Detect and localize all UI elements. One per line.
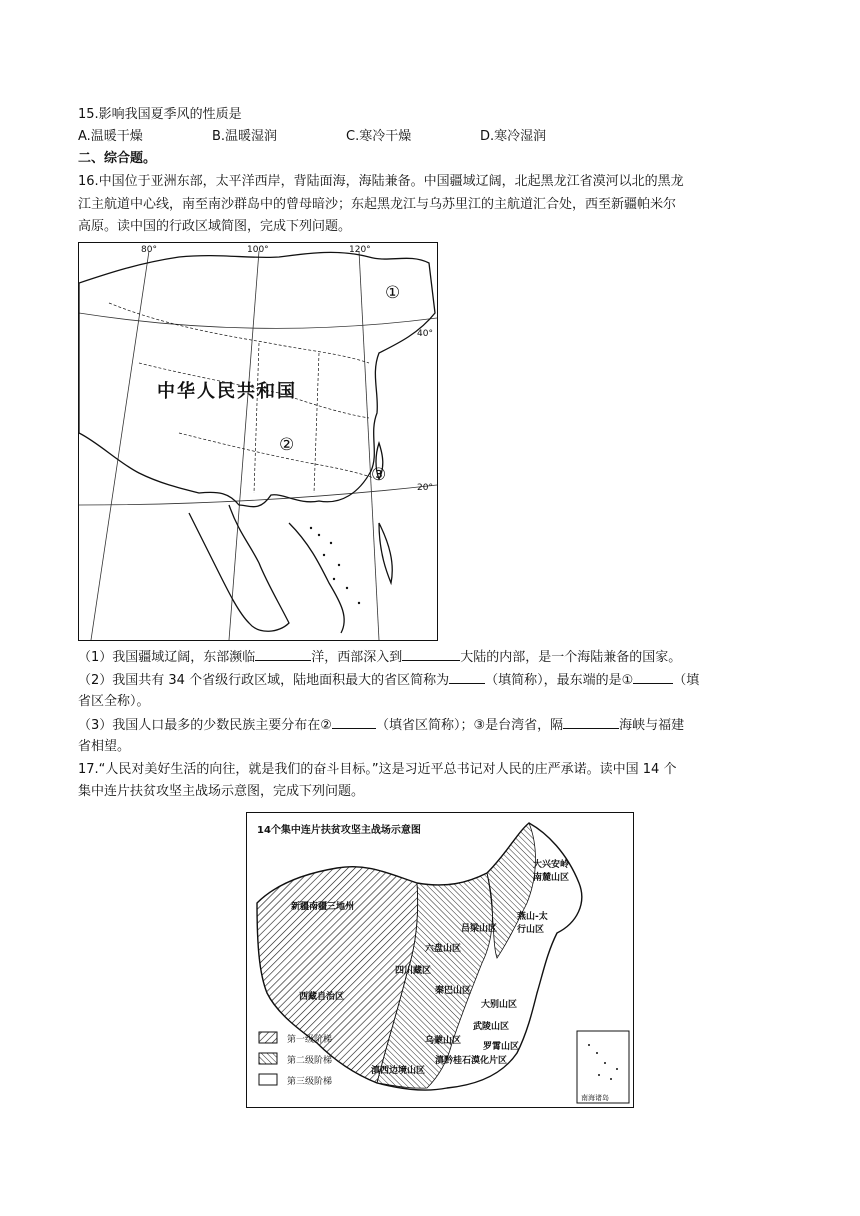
region-nanjiang: 新疆南疆三地州 <box>291 902 355 912</box>
q16-sub3-text-a: （3）我国人口最多的少数民族主要分布在② <box>78 718 332 733</box>
q17-stem-line1: 17.“人民对美好生活的向往，就是我们的奋斗目标。”这是习近平总书记对人民的庄严承诺。读中国 14 个 <box>78 762 677 777</box>
region-wumeng: 乌蒙山区 <box>425 1036 462 1046</box>
q16-sub1 <box>78 646 681 669</box>
q16-sub2-text-c: （填 <box>673 673 700 688</box>
coastline <box>79 252 435 633</box>
lon-label-120: 120° <box>349 245 371 255</box>
q16-sub3-text-b: （填省区简称）；③是台湾省，隔 <box>375 718 564 733</box>
legend-swatch-1 <box>259 1032 277 1043</box>
q15-option-b: B.温暖湿润 <box>212 129 278 144</box>
q16-sub3 <box>78 714 684 737</box>
region-yanshan-taihang: 燕山-太行山区 <box>517 912 548 935</box>
region-xizang: 西藏自治区 <box>299 992 345 1002</box>
q15-options <box>78 126 546 148</box>
q16-stem-line1: 16.中国位于亚洲东部，太平洋西岸，背陆面海，海陆兼备。中国疆域辽阔，北起黑龙江省漠河以北的黑龙 <box>78 174 684 189</box>
region-sichuan-zang: 四川藏区 <box>395 966 432 976</box>
marker-2: ② <box>279 435 295 455</box>
region-daxinganling: 大兴安岭南麓山区 <box>533 860 570 883</box>
q16-sub3-text-c: 海峡与福建 <box>619 718 685 733</box>
q16-stem-line3: 高原。读中国的行政区域简图，完成下列问题。 <box>78 219 352 234</box>
q16-sub1-blank-continent[interactable] <box>402 646 460 661</box>
lat-label-40: 40° <box>417 329 433 339</box>
inset-label: 南海诸岛 <box>581 1094 609 1102</box>
q16-sub3-cont: 省相望。 <box>78 739 131 754</box>
legend-item-3: 第三级阶梯 <box>287 1077 333 1087</box>
q16-sub2-text-a: （2）我国共有 34 个省级行政区域，陆地面积最大的省区简称为 <box>78 673 450 688</box>
region-qinba: 秦巴山区 <box>435 986 472 996</box>
marker-3: ③ <box>371 465 387 485</box>
china-admin-map <box>78 242 438 641</box>
q16-sub1-blank-ocean[interactable] <box>255 646 311 661</box>
region-dianxi: 滇西边境山区 <box>371 1066 426 1076</box>
region-liupan: 六盘山区 <box>425 944 462 954</box>
q15-stem: 15.影响我国夏季风的性质是 <box>78 107 242 122</box>
q16-sub1-text-b: 洋，西部深入到 <box>311 650 403 665</box>
lat-label-20: 20° <box>417 483 433 493</box>
region-luoxiao: 罗霄山区 <box>483 1042 520 1052</box>
q16-sub1-text-c: 大陆的内部，是一个海陆兼备的国家。 <box>460 650 682 665</box>
q16-sub2-blank-easternmost[interactable] <box>633 669 673 684</box>
legend-swatch-3 <box>259 1074 277 1085</box>
legend-item-1: 第一级阶梯 <box>287 1035 333 1045</box>
region-dianqiangui: 滇黔桂石漠化片区 <box>435 1056 508 1066</box>
q15-option-c: C.寒冷干燥 <box>346 129 412 144</box>
graticule <box>79 251 437 640</box>
legend-swatch-2 <box>259 1053 277 1064</box>
q16-sub3-blank-strait[interactable] <box>563 714 619 729</box>
region-wuling: 武陵山区 <box>473 1022 510 1032</box>
region-lvliang: 吕梁山区 <box>461 924 498 934</box>
section-heading: 二、综合题。 <box>78 151 157 166</box>
q16-sub1-text-a: （1）我国疆域辽阔，东部濒临 <box>78 650 256 665</box>
q15-option-a: A.温暖干燥 <box>78 129 143 144</box>
lon-label-80: 80° <box>141 245 157 255</box>
legend-item-2: 第二级阶梯 <box>287 1056 333 1066</box>
china-admin-map-drawing <box>79 243 437 640</box>
poverty-map-title: 14个集中连片扶贫攻坚主战场示意图 <box>257 825 421 836</box>
q16-stem-line2: 江主航道中心线，南至南沙群岛中的曾母暗沙；东起黑龙江与乌苏里江的主航道汇合处，西至新疆帕米尔 <box>78 197 677 212</box>
q16-sub2-blank-largest[interactable] <box>449 669 485 684</box>
q17-stem-line2: 集中连片扶贫攻坚主战场示意图，完成下列问题。 <box>78 784 365 799</box>
lon-label-100: 100° <box>247 245 269 255</box>
q16-sub3-blank-province[interactable] <box>332 714 376 729</box>
q16-sub2-cont: 省区全称）。 <box>78 694 150 709</box>
q15-option-d: D.寒冷湿润 <box>480 129 547 144</box>
country-label: 中华人民共和国 <box>157 381 297 402</box>
region-dabie: 大别山区 <box>481 1000 518 1010</box>
marker-1: ① <box>385 283 401 303</box>
poverty-areas-map <box>246 812 634 1108</box>
q16-sub2-text-b: （填简称），最东端的是① <box>485 673 634 688</box>
q16-sub2 <box>78 669 699 692</box>
